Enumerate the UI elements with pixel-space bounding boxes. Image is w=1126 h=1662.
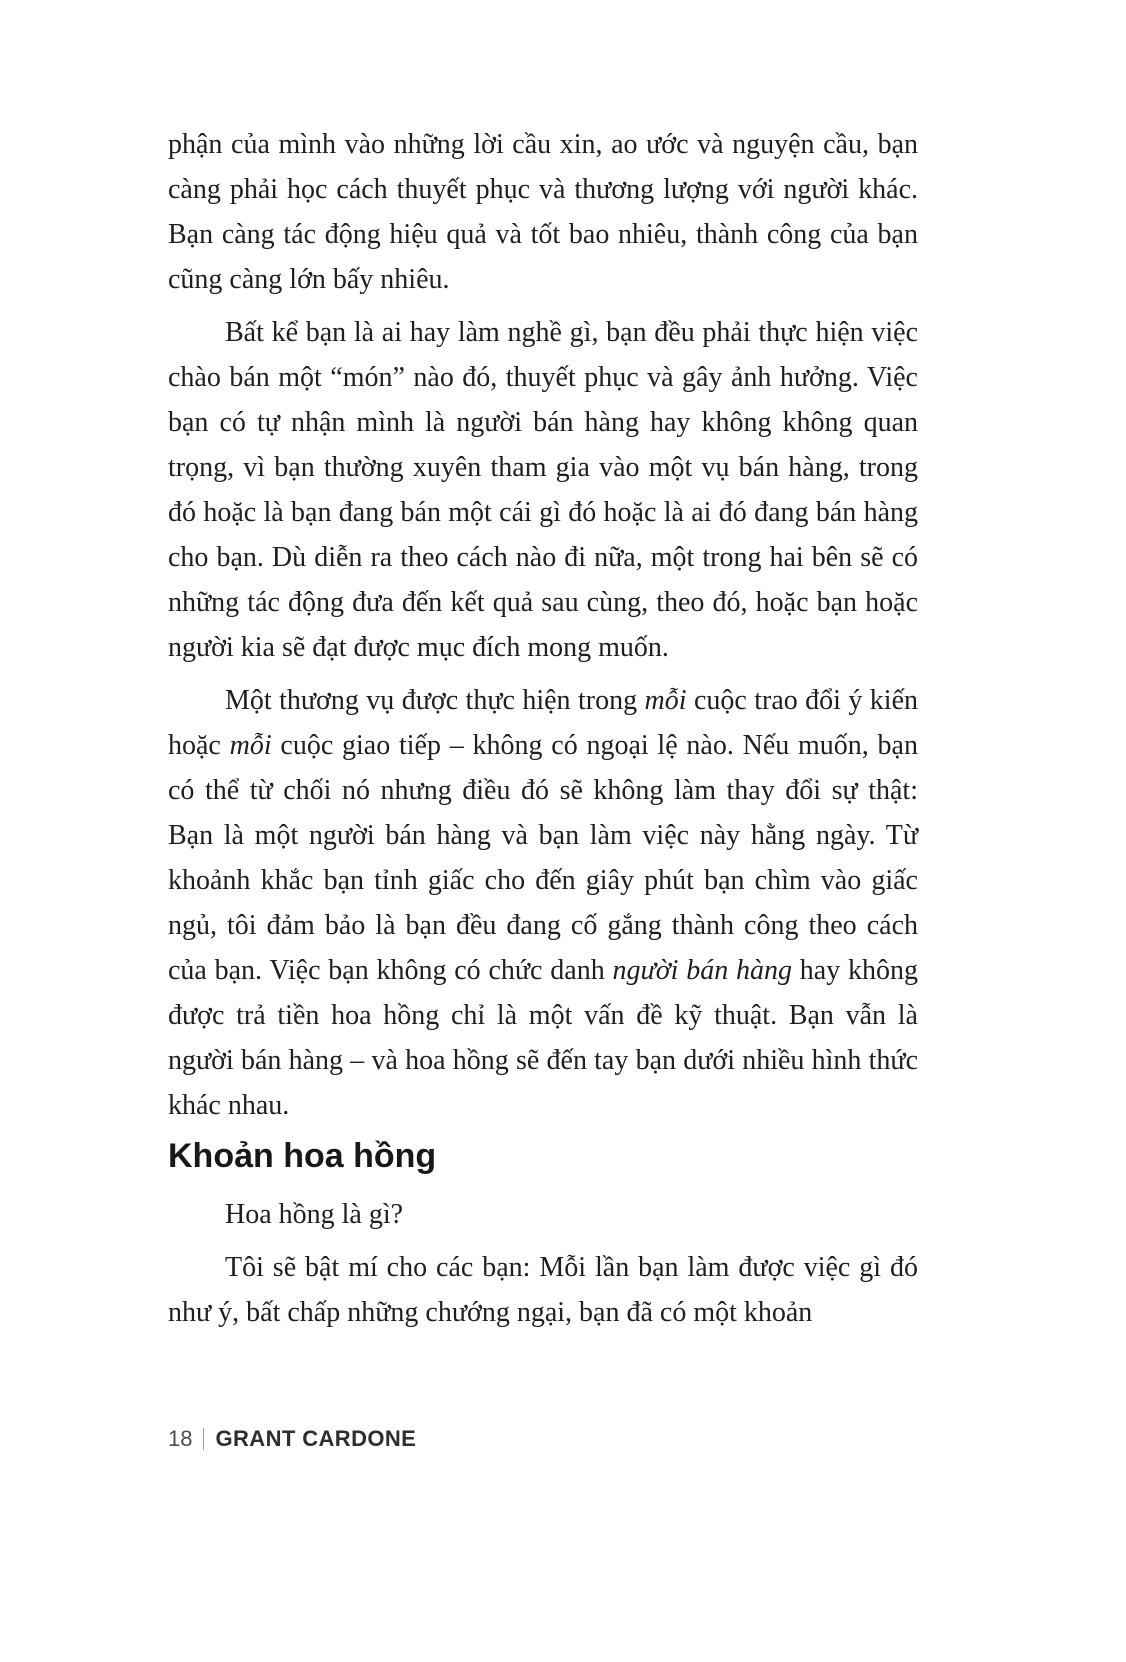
paragraph-text-italic: mỗi [644, 685, 687, 716]
paragraph [168, 678, 918, 1128]
paragraph-text: Bất kể bạn là ai hay làm nghề gì, bạn đều phải thực hiện việc chào bán một “món” nào đó, thuyết phục và gây ảnh hưởng. Việc bạn có tự nhận mình là người bán hàng hay không không quan trọng, vì bạn thường xuyên tham gia vào một vụ bán hàng, trong đó hoặc là bạn đang bán một cái gì đó hoặc là ai đó đang bán hàng cho bạn. Dù diễn ra theo cách nào đi nữa, một trong hai bên sẽ có những tác động đưa đến kết quả sau cùng, theo đó, hoặc bạn hoặc người kia sẽ đạt được mục đích mong muốn. [168, 317, 918, 663]
footer-separator-bar [203, 1428, 204, 1450]
paragraph [168, 310, 918, 670]
book-title: GRANT CARDONE [215, 1426, 417, 1451]
paragraph-text: hay không được trả tiền hoa hồng chỉ là một vấn đề kỹ thuật. Bạn vẫn là người bán hàng – và hoa hồng sẽ đến tay bạn dưới nhiều hình thức khác nhau. [168, 955, 918, 1121]
page-number: 18 [168, 1426, 193, 1451]
paragraph [168, 122, 918, 302]
paragraph-text: Một thương vụ được thực hiện trong [225, 685, 645, 716]
paragraph [168, 1245, 918, 1335]
paragraph-text: phận của mình vào những lời cầu xin, ao ước và nguyện cầu, bạn càng phải học cách thuyết phục và thương lượng với người khác. Bạn càng tác động hiệu quả và tốt bao nhiêu, thành công của bạn cũng càng lớn bấy nhiêu. [168, 129, 918, 295]
page-footer [168, 1426, 416, 1452]
paragraph [168, 1192, 918, 1237]
section-heading: Khoản hoa hồng [168, 1137, 437, 1175]
paragraph-text-italic: người bán hàng [612, 955, 793, 986]
paragraph-text: Tôi sẽ bật mí cho các bạn: Mỗi lần bạn làm được việc gì đó như ý, bất chấp những chướng ngại, bạn đã có một khoản [168, 1252, 918, 1328]
paragraph-text: Hoa hồng là gì? [225, 1199, 404, 1230]
paragraph-text: cuộc trao đổi ý kiến hoặc [168, 685, 919, 761]
paragraph-text: cuộc giao tiếp – không có ngoại lệ nào. Nếu muốn, bạn có thể từ chối nó nhưng điều đó sẽ không làm thay đổi sự thật: Bạn là một người bán hàng và bạn làm việc này hằng ngày. Từ khoảnh khắc bạn tỉnh giấc cho đến giây phút bạn chìm vào giấc ngủ, tôi đảm bảo là bạn đều đang cố gắng thành công theo cách của bạn. Việc bạn không có chức danh [168, 730, 918, 986]
page-body [168, 122, 918, 1335]
paragraph-text-italic: mỗi [229, 730, 272, 761]
